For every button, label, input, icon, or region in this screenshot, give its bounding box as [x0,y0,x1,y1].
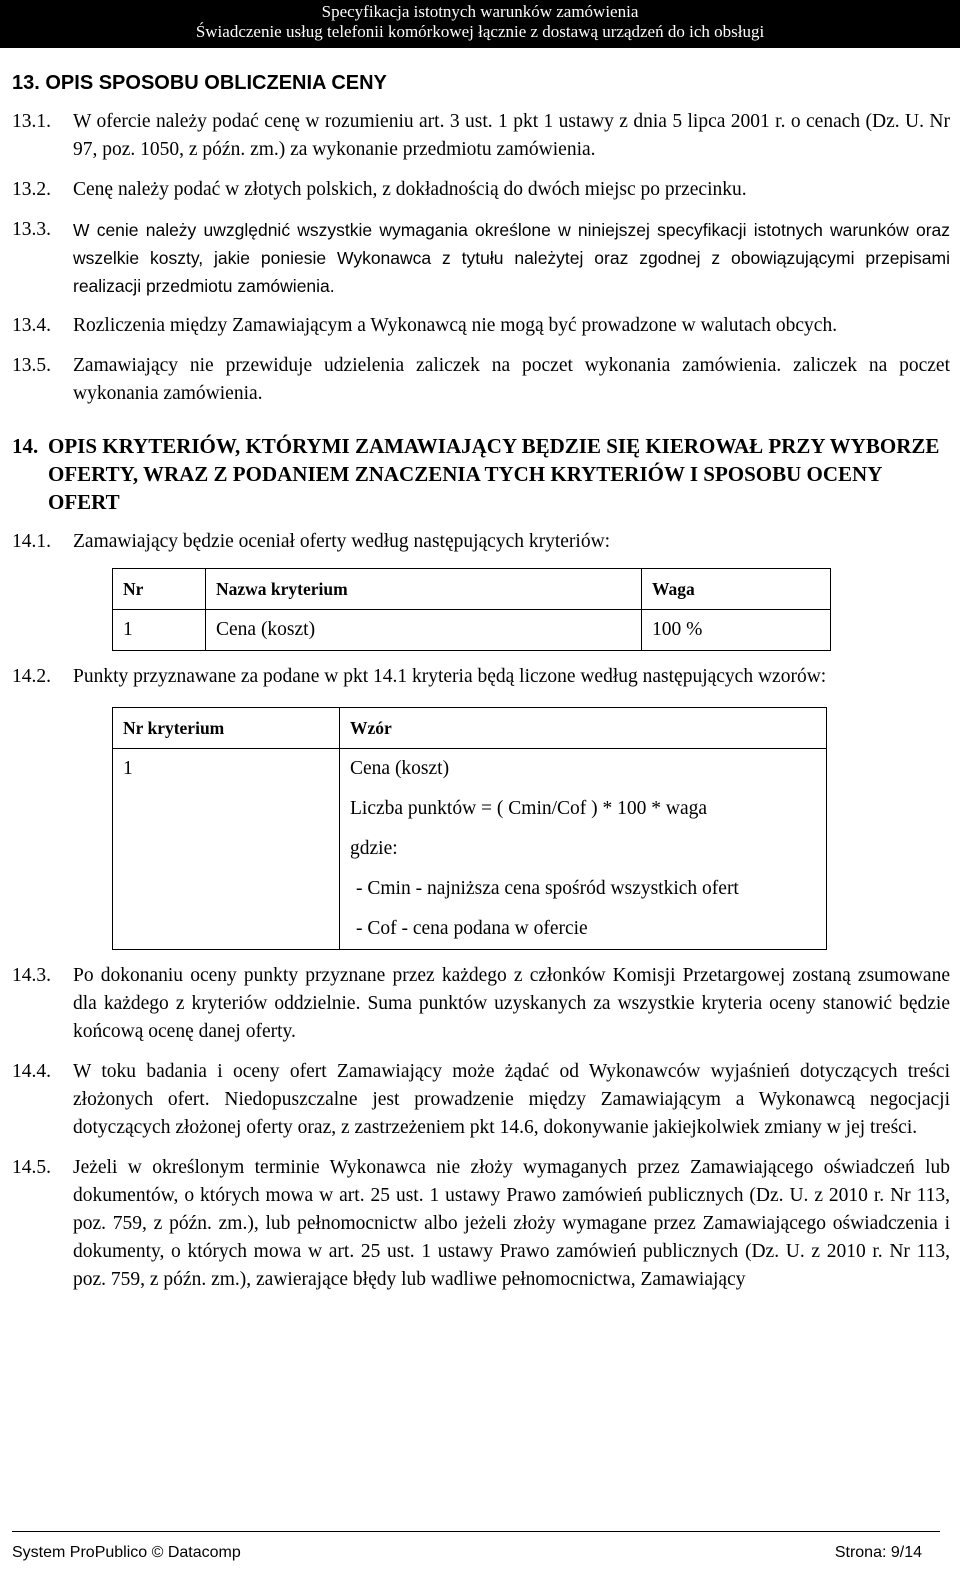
header-title: Specyfikacja istotnych warunków zamówienia [321,2,639,21]
table-header-cell: Waga [642,569,831,610]
paragraph-text: Rozliczenia między Zamawiającym a Wykonawcą nie mogą być prowadzone w walutach obcych. [73,315,838,336]
criteria-table [112,568,831,651]
page-number: Strona: 9/14 [834,1544,922,1561]
table-header-row [113,708,827,749]
table-cell: 1 [113,610,206,651]
formula-cell [340,749,827,950]
paragraph-13-2 [12,176,950,204]
formula-line: - Cof - cena podana w ofercie [356,918,588,939]
section-14-title [12,432,950,516]
paragraph-text: Po dokonaniu oceny punkty przyznane przez każdego z członków Komisji Przetargowej zostaną zsumowane dla każdego z kryteriów oddzielnie. Suma punktów uzyskanych za wszystkie kryteria oceny stanowić będzie końcową ocenę danej oferty. [73,965,950,1042]
paragraph-number: 13.1. [12,111,51,132]
paragraph-13-1 [12,108,950,164]
paragraph-text: W cenie należy uwzględnić wszystkie wymagania określone w niniejszej specyfikacji istotnych warunków oraz wszelkie koszty, jakie poniesie Wykonawca z tytułu należytej oraz zgodnej z obowiązującymi przepisami realizacji przedmiotu zamówienia. [73,220,950,296]
table-row [113,749,827,950]
formula-line: - Cmin - najniższa cena spośród wszystkich ofert [356,878,739,899]
paragraph-number: 14.2. [12,666,51,687]
table-header-cell: Nr [113,569,206,610]
formula-line: gdzie: [350,838,398,859]
table-cell: 100 % [642,610,831,651]
section-13-title: 13. OPIS SPOSOBU OBLICZENIA CENY [12,72,387,94]
paragraph-number: 14.5. [12,1157,51,1178]
paragraph-number: 13.4. [12,315,51,336]
paragraph-14-4 [12,1058,950,1142]
paragraph-number: 14.1. [12,531,51,552]
page-header [0,0,960,48]
paragraph-14-1 [12,528,950,556]
paragraph-text: Punkty przyznawane za podane w pkt 14.1 kryteria będą liczone według następujących wzorów: [73,666,827,687]
paragraph-number: 13.5. [12,355,51,376]
table-row [113,610,831,651]
footer-copyright: System ProPublico © Datacomp [12,1544,241,1561]
paragraph-text: Zamawiający będzie oceniał oferty według następujących kryteriów: [73,531,611,552]
paragraph-13-5 [12,352,950,408]
formula-table [112,707,827,950]
paragraph-number: 14.3. [12,965,51,986]
paragraph-text: Zamawiający nie przewiduje udzielenia zaliczek na poczet wykonania zamówienia. zaliczek na poczet wykonania zamówienia. [73,355,950,404]
paragraph-14-2 [12,663,950,691]
footer-divider [12,1531,940,1532]
header-subtitle: Świadczenie usług telefonii komórkowej łącznie z dostawą urządzeń do ich obsługi [195,22,765,41]
table-header-row [113,569,831,610]
paragraph-14-5 [12,1154,950,1294]
table-header-cell: Nr kryterium [113,708,340,749]
section-number: 14. [12,434,39,458]
paragraph-number: 14.4. [12,1061,51,1082]
paragraph-text: Jeżeli w określonym terminie Wykonawca nie złoży wymaganych przez Zamawiającego oświadczeń lub dokumentów, o których mowa w art. 25 ust. 1 ustawy Prawo zamówień publicznych (Dz. U. z 2010 r. Nr 113, poz. 759, z późn. zm.), lub pełnomocnictw albo jeżeli złoży wymagane przez Zamawiającego oświadczenia i dokumenty, o których mowa w art. 25 ust. 1 ustawy Prawo zamówień publicznych (Dz. U. z 2010 r. Nr 113, poz. 759, z późn. zm.), zawierające błędy lub wadliwe pełnomocnictwa, Zamawiający [73,1157,950,1290]
paragraph-13-3 [12,216,950,300]
paragraph-text: W toku badania i oceny ofert Zamawiający może żądać od Wykonawców wyjaśnień dotyczących treści złożonych ofert. Niedopuszczalne jest prowadzenie między Zamawiającym a Wykonawcą negocjacji dotyczących złożonej oferty oraz, z zastrzeżeniem pkt 14.6, dokonywanie jakiejkolwiek zmiany w jej treści. [73,1061,950,1138]
paragraph-number: 13.2. [12,179,51,200]
formula-line: Cena (koszt) [350,758,450,779]
document-body [12,70,950,1294]
paragraph-number: 13.3. [12,219,51,240]
table-cell: 1 [113,749,340,950]
paragraph-14-3 [12,962,950,1046]
paragraph-13-4 [12,312,950,340]
paragraph-text: Cenę należy podać w złotych polskich, z dokładnością do dwóch miejsc po przecinku. [73,179,747,200]
paragraph-text: W ofercie należy podać cenę w rozumieniu art. 3 ust. 1 pkt 1 ustawy z dnia 5 lipca 2001 r. o cenach (Dz. U. Nr 97, poz. 1050, z późn. zm.) za wykonanie przedmiotu zamówienia. [73,111,950,160]
page-footer [12,1544,922,1562]
table-cell: Cena (koszt) [206,610,642,651]
table-header-cell: Nazwa kryterium [206,569,642,610]
formula-line: Liczba punktów = ( Cmin/Cof ) * 100 * waga [350,798,708,819]
table-header-cell: Wzór [340,708,827,749]
section-heading: OPIS KRYTERIÓW, KTÓRYMI ZAMAWIAJĄCY BĘDZIE SIĘ KIEROWAŁ PRZY WYBORZE OFERTY, WRAZ Z PODANIEM ZNACZENIA TYCH KRYTERIÓW I SPOSOBU OCENY OFERT [48,434,940,514]
